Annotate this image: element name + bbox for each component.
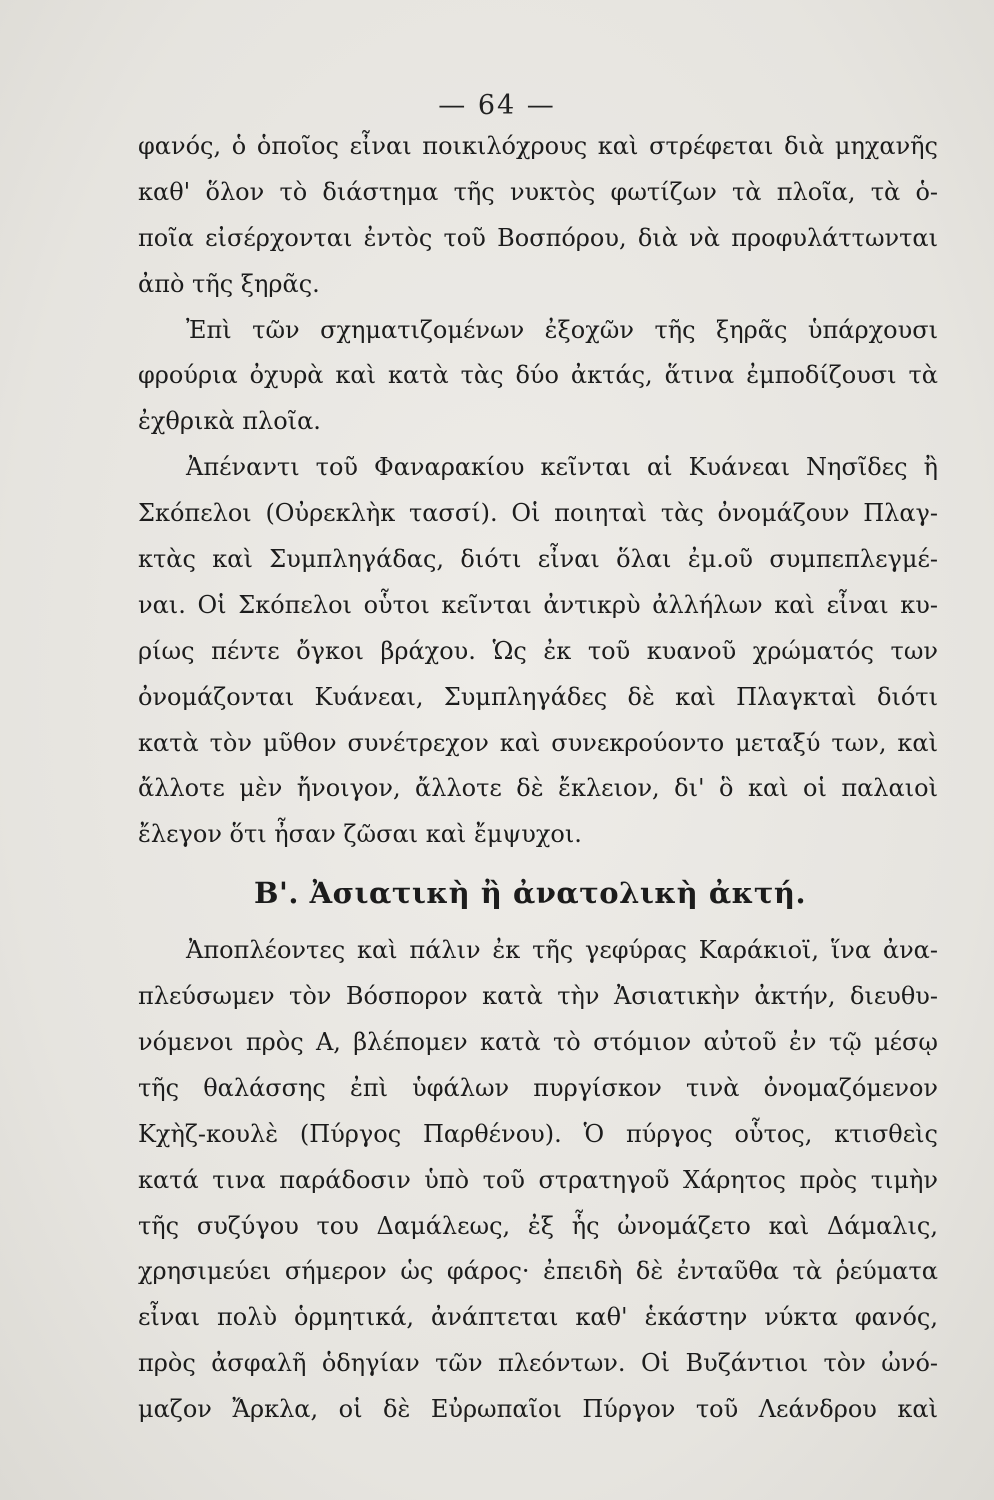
text-line: ναι. Οἱ Σκόπελοι οὗτοι κεῖνται ἀντικρὺ ἀλλήλων καὶ εἶναι κυ- <box>138 590 938 619</box>
text-line: Κχὴζ-κουλὲ (Πύργος Παρθένου). Ὁ πύργος οὗτος, κτισθεὶς <box>138 1119 938 1148</box>
text-line: ρίως πέντε ὄγκοι βράχου. Ὡς ἐκ τοῦ κυανοῦ χρώματός των <box>138 636 938 665</box>
text-line: εἶναι πολὺ ὁρμητικά, ἀνάπτεται καθ' ἑκάστην νύκτα φανός, <box>138 1303 938 1332</box>
text-line: ἔλεγον ὅτι ἦσαν ζῶσαι καὶ ἔμψυχοι. <box>138 820 582 849</box>
text-line: ἐχθρικὰ πλοῖα. <box>138 407 321 436</box>
text-line: πλεύσωμεν τὸν Βόσπορον κατὰ τὴν Ἀσιατικὴν ἀκτήν, διευθυ- <box>138 982 938 1011</box>
text-line: τῆς συζύγου του Δαμάλεως, ἐξ ἧς ὠνομάζετο καὶ Δάμαλις, <box>138 1211 938 1240</box>
text-line: Σκόπελοι (Οὐρεκλὴκ τασσί). Οἱ ποιηταὶ τὰς ὀνομάζουν Πλαγ- <box>138 499 938 528</box>
body-text <box>138 124 938 1433</box>
paragraph-group-2 <box>138 928 938 1433</box>
text-line: πρὸς ἀσφαλῆ ὁδηγίαν τῶν πλεόντων. Οἱ Βυζάντιοι τὸν ὠνό- <box>138 1349 938 1378</box>
text-line: ὀνομάζονται Κυάνεαι, Συμπληγάδες δὲ καὶ Πλαγκταὶ διότι <box>138 682 938 711</box>
text-line: ἀπὸ τῆς ξηρᾶς. <box>138 269 320 298</box>
text-line: ποῖα εἰσέρχονται ἐντὸς τοῦ Βοσπόρου, διὰ νὰ προφυλάττωνται <box>138 223 938 252</box>
text-line: νόμενοι πρὸς Α, βλέπομεν κατὰ τὸ στόμιον αὐτοῦ ἐν τῷ μέσῳ <box>138 1028 938 1057</box>
section-heading: Β'. Ἀσιατικὴ ἢ ἀνατολικὴ ἀκτή. <box>254 876 807 911</box>
page-number: — 64 — <box>438 90 556 121</box>
text-line: κατά τινα παράδοσιν ὑπὸ τοῦ στρατηγοῦ Χάρητος πρὸς τιμὴν <box>138 1165 938 1194</box>
text-line: φρούρια ὀχυρὰ καὶ κατὰ τὰς δύο ἀκτάς, ἅτινα ἐμποδίζουσι τὰ <box>138 361 938 390</box>
text-line: φανός, ὁ ὁποῖος εἶναι ποικιλόχρους καὶ στρέφεται διὰ μηχανῆς <box>138 132 938 160</box>
text-line: καθ' ὅλον τὸ διάστημα τῆς νυκτὸς φωτίζων τὰ πλοῖα, τὰ ὁ- <box>138 177 938 206</box>
text-line: μαζον Ἄρκλα, οἱ δὲ Εὐρωπαῖοι Πύργον τοῦ Λεάνδρου καὶ <box>138 1395 938 1424</box>
text-line: χρησιμεύει σήμερον ὡς φάρος· ἐπειδὴ δὲ ἐνταῦθα τὰ ῥεύματα <box>138 1257 938 1286</box>
text-line: Ἐπὶ τῶν σχηματιζομένων ἐξοχῶν τῆς ξηρᾶς ὑπάρχουσι <box>186 315 938 344</box>
text-line: κτὰς καὶ Συμπληγάδας, διότι εἶναι ὅλαι ἐμ.οῦ συμπεπλεγμέ- <box>138 545 938 574</box>
text-line: τῆς θαλάσσης ἐπὶ ὑφάλων πυργίσκον τινὰ ὀνομαζόμενον <box>138 1073 938 1102</box>
text-line: Ἀποπλέοντες καὶ πάλιν ἐκ τῆς γεφύρας Καράκιοϊ, ἵνα ἀνα- <box>186 936 938 965</box>
text-line: κατὰ τὸν μῦθον συνέτρεχον καὶ συνεκρούοντο μεταξύ των, καὶ <box>138 728 938 757</box>
text-line: Ἀπέναντι τοῦ Φαναρακίου κεῖνται αἱ Κυάνεαι Νησῖδες ἢ <box>186 453 938 482</box>
paragraph-group-1 <box>138 124 938 858</box>
text-line: ἄλλοτε μὲν ἤνοιγον, ἄλλοτε δὲ ἔκλειον, δι' ὃ καὶ οἱ παλαιοὶ <box>138 774 938 803</box>
